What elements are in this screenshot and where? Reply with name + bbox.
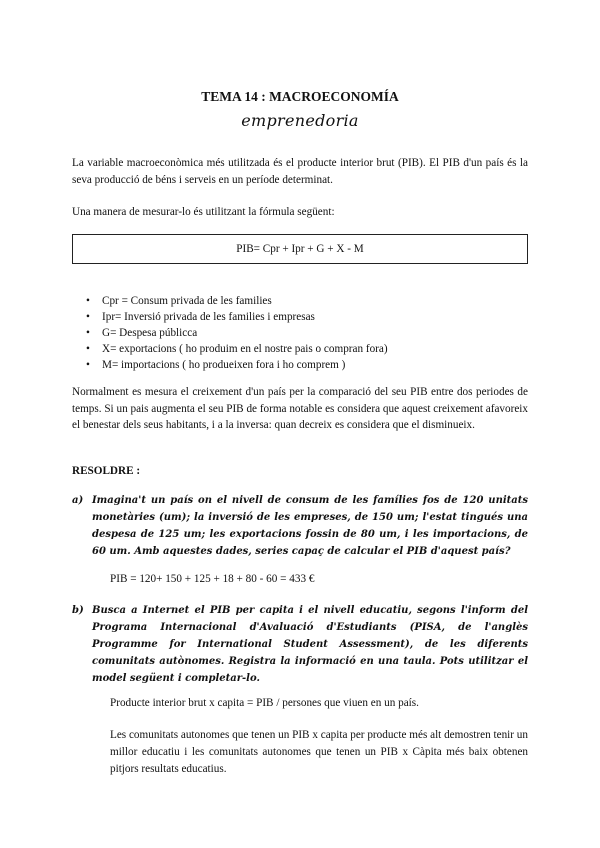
question-text: Busca a Internet el PIB per capita i el nivell educatiu, segons l'inform del Programa Internacional d'Avaluació d'Estudiants (PISA, de l'anglès Programme for International Student Assessment), de les diferents comunitats autònomes. Registra la informació en una taula. Pots utilitzar el model següent i completar-lo.: [92, 605, 528, 684]
question-text: Imagina't un país on el nivell de consum de les famílies fos de 120 unitats monetàries (um); la inversió de les empreses, de 150 um; l'estat tingués una despesa de 125 um; les exportacions fossin de 80 um, i les importacions, de 60 um. Amb aquestes dades, series capaç de calcular el PIB d'aquest país?: [92, 495, 528, 557]
document-title: TEMA 14 : MACROECONOMÍA: [201, 89, 399, 104]
list-item: • X= exportacions ( ho produim en el nostre pais o compran fora): [72, 341, 528, 357]
question-label: b): [72, 605, 84, 616]
formula-box: PIB= Cpr + Ipr + G + X - M: [72, 234, 528, 264]
formula-intro: Una manera de mesurar-lo és utilitzant la fórmula següent:: [72, 206, 335, 218]
growth-paragraph: Normalment es mesura el creixement d'un país per la comparació del seu PIB entre dos periodes de temps. Si un pais augmenta el seu PIB de forma notable es considera que aquest creixement afavoreix el benestar dels seus habitants, i a la inversa: quan decreix es considera que el disminueix.: [72, 386, 528, 431]
answer-b-conclusion: Les comunitats autonomes que tenen un PIB x capita per producte més alt demostren tenir un millor educatiu i les comunitats autonomes que tenen un PIB x Càpita més baix obtenen pitjors resultats educatius.: [110, 729, 528, 775]
list-item: • M= importacions ( ho produeixen fora i ho comprem ): [72, 357, 528, 373]
question-label: a): [72, 495, 84, 506]
answer-a: PIB = 120+ 150 + 125 + 18 + 80 - 60 = 433 €: [110, 573, 315, 585]
list-item: • Cpr = Consum privada de les families: [72, 293, 528, 309]
question-a: [72, 492, 528, 560]
answer-b-formula: Producte interior brut x capita = PIB / persones que viuen en un país.: [110, 697, 419, 709]
intro-paragraph: La variable macroeconòmica més utilitzada és el producte interior brut (PIB). El PIB d'un país és la seva producció de béns i serveis en un període determinat.: [72, 157, 528, 186]
question-b: [72, 602, 528, 687]
list-item: • Ipr= Inversió privada de les families i empresas: [72, 309, 528, 325]
section-heading: RESOLDRE :: [72, 465, 141, 477]
document-subtitle: emprenedoria: [241, 111, 359, 130]
variable-list: [72, 293, 528, 373]
list-item: • G= Despesa públicca: [72, 325, 528, 341]
